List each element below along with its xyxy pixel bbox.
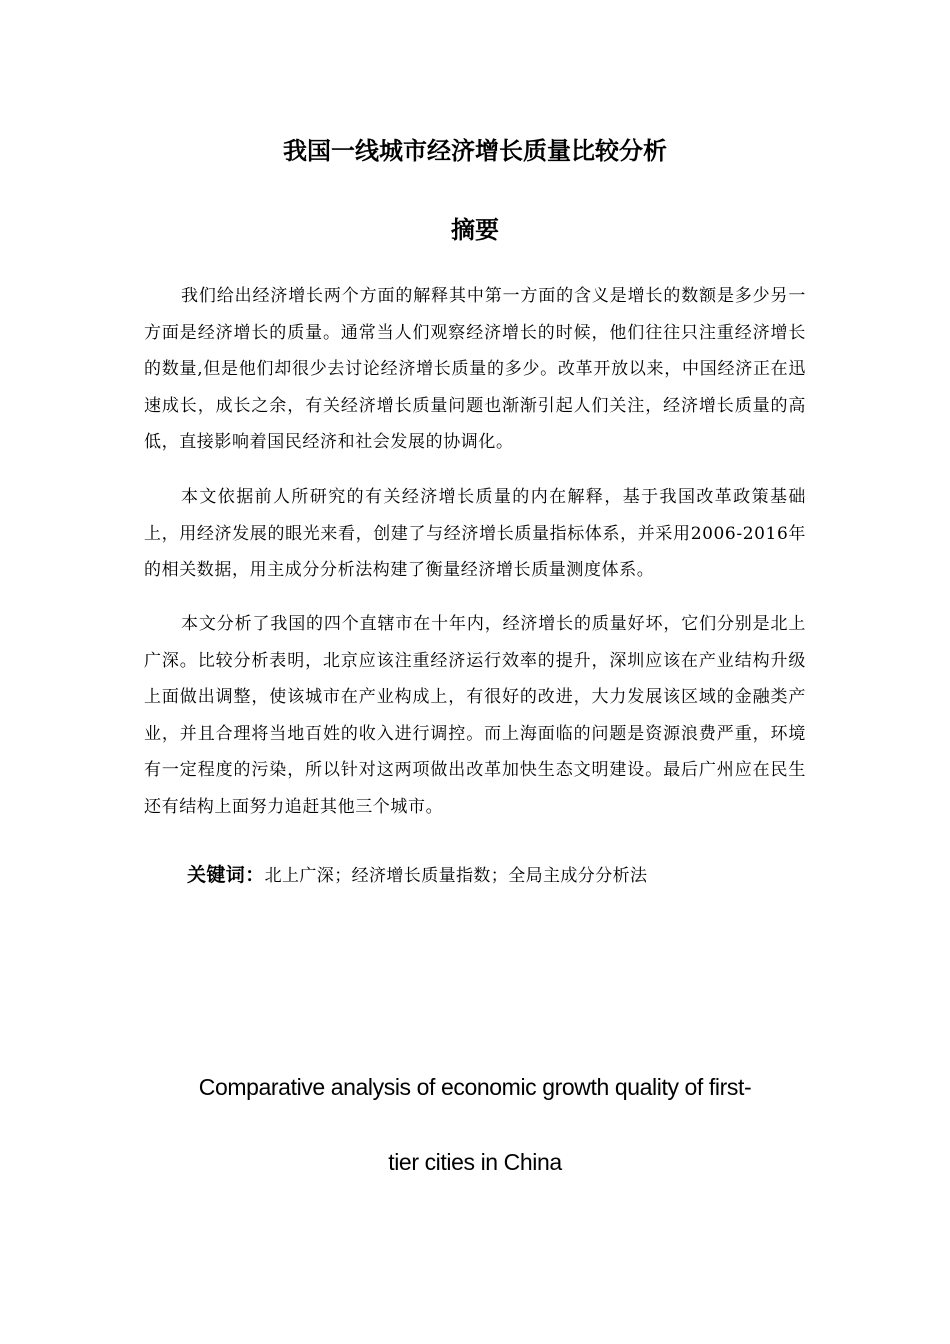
abstract-paragraph-2: 本文依据前人所研究的有关经济增长质量的内在解释，基于我国改革政策基础上，用经济发展的眼光来看，创建了与经济增长质量指标体系，并采用2006-2016年的相关数据，用主成分分析法构建了衡量经济增长质量测度体系。 bbox=[144, 487, 806, 580]
abstract-paragraph-1: 我们给出经济增长两个方面的解释其中第一方面的含义是增长的数额是多少另一方面是经济增长的质量。通常当人们观察经济增长的时候，他们往往只注重经济增长的数量,但是他们却很少去讨论经济增长质量的多少。改革开放以来，中国经济正在迅速成长，成长之余，有关经济增长质量问题也渐渐引起人们关注，经济增长质量的高低，直接影响着国民经济和社会发展的协调化。 bbox=[144, 286, 806, 452]
keywords-line bbox=[187, 857, 807, 894]
keywords-label: 关键词： bbox=[187, 864, 265, 886]
abstract-paragraph-3: 本文分析了我国的四个直辖市在十年内，经济增长的质量好坏，它们分别是北上广深。比较分析表明，北京应该注重经济运行效率的提升，深圳应该在产业结构升级上面做出调整，使该城市在产业构成上，有很好的改进，大力发展该区域的金融类产业，并且合理将当地百姓的收入进行调控。而上海面临的问题是资源浪费严重，环境有一定程度的污染，所以针对这两项做出改革加快生态文明建设。最后广州应在民生还有结构上面努力追赶其他三个城市。 bbox=[144, 614, 806, 817]
abstract-heading: 摘要 bbox=[451, 216, 499, 244]
english-title-line-1: Comparative analysis of economic growth quality of first- bbox=[198, 1074, 752, 1100]
english-title-line-2: tier cities in China bbox=[388, 1149, 562, 1175]
chinese-title: 我国一线城市经济增长质量比较分析 bbox=[283, 137, 667, 165]
keywords-text: 北上广深；经济增长质量指数；全局主成分分析法 bbox=[264, 866, 648, 886]
